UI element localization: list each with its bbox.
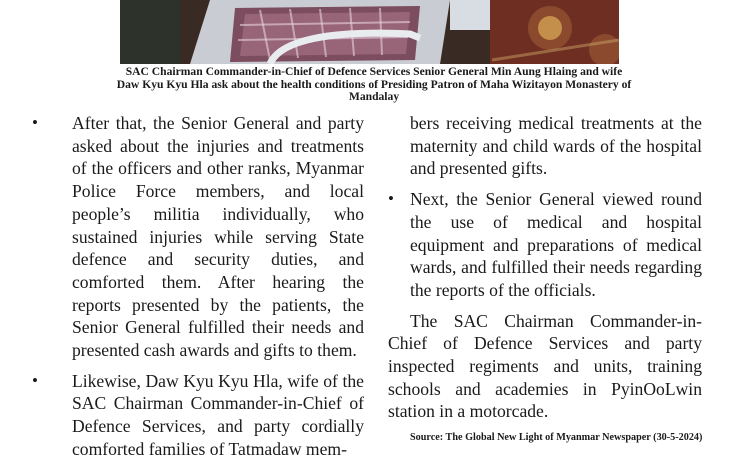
right-column [388,112,702,423]
bullet-icon: • [32,113,38,132]
caption-line: Mandalay [348,90,400,103]
bullet-paragraph [32,370,364,461]
body-paragraph: The SAC Chairman Commander-in-Chief of Defence Services and party inspected regiments and units, training schools and academies in PyinOoLwin station in a motorcade. [388,310,702,422]
news-photo [120,0,619,64]
bullet-icon: • [388,189,394,209]
bullet-paragraph [388,188,702,302]
continued-paragraph: bers receiving medical treatments at the maternity and child wards of the hospital and presented gifts. [410,113,702,179]
paragraph-text: Likewise, Daw Kyu Kyu Hla, wife of the SAC Chairman Commander-in-Chief of Defence Services, and party cordially comforted families of Tatmadaw mem- [72,370,364,459]
caption-line: SAC Chairman Commander-in-Chief of Defence Services Senior General Min Aung Hlaing and wife [125,65,623,78]
bullet-icon: • [32,370,38,390]
caption-line: Daw Kyu Kyu Hla ask about the health conditions of Presiding Patron of Maha Wizitayon Monastery of [116,77,632,91]
bullet-paragraph [32,112,364,362]
left-column [32,112,364,461]
source-credit: Source: The Global New Light of Myanmar Newspaper (30-5-2024) [410,432,703,443]
paragraph-text: After that, the Senior General and party asked about the injuries and treatments of the officers and other ranks, Myanmar Police Force members, and local people’s militia individually, who sustained injuries while serving State defence and security duties, and comforted them. After hearing the reports presented by the patients, the Senior General fulfilled their needs and presented cash awards and gifts to them. [72,113,364,361]
photo-caption [60,66,688,104]
paragraph-text: Next, the Senior General viewed round the use of medical and hospital equipment and preparations of medical wards, and fulfilled their needs regarding the reports of the officials. [410,189,702,300]
